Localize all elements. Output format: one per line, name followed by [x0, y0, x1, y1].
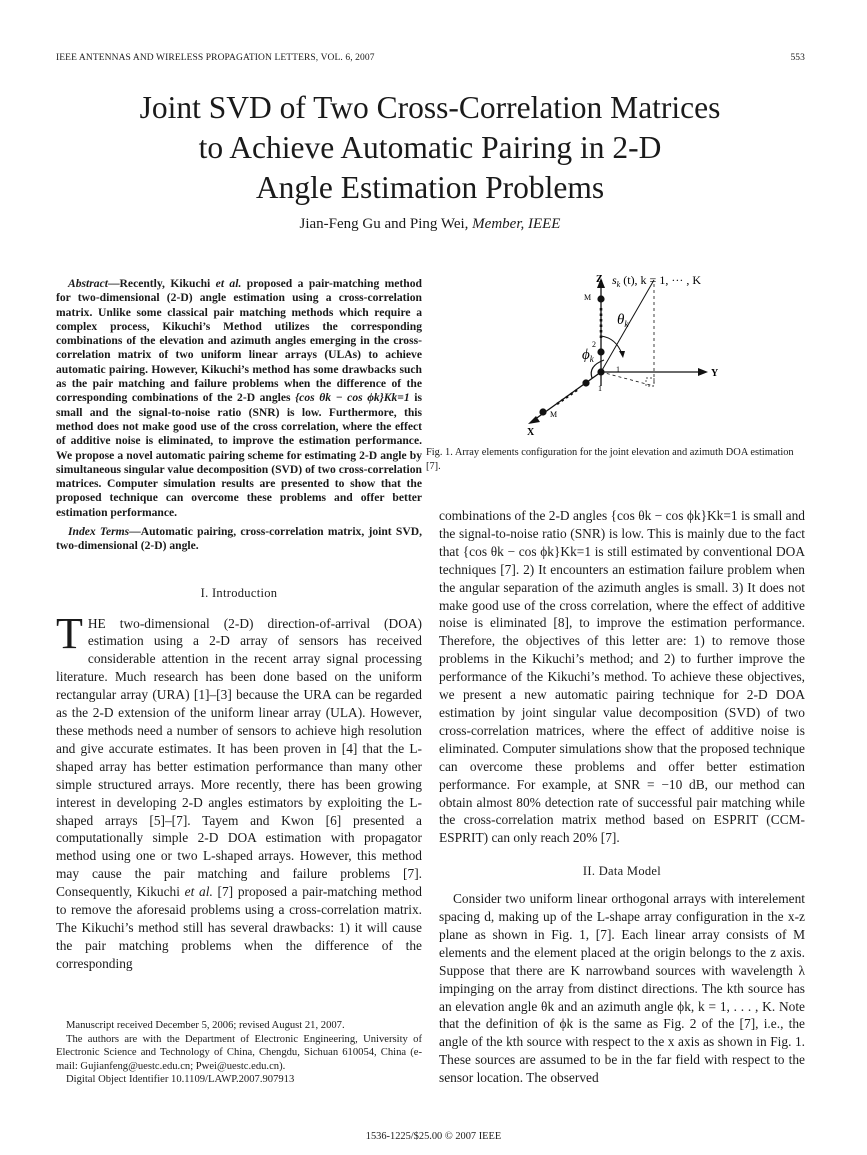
theta-label: $\theta_k$ [617, 312, 629, 329]
footnotes [56, 1019, 422, 1087]
arc-arrow-icon [619, 351, 625, 358]
y-label: Y [711, 368, 719, 379]
section-heading: I. Introduction [200, 585, 278, 600]
footnote: Digital Object Identifier 10.1109/LAWP.2007.907913 [66, 1074, 295, 1086]
abstract-math: {cos θk − cos ϕk}Kk=1 [295, 391, 410, 405]
index-terms: Index Terms—Automatic pairing, cross-correlation matrix, joint SVD, two-dimensional (2-D) angle. [56, 525, 422, 553]
index-terms-label: Index Terms [68, 525, 130, 539]
running-header: IEEE ANTENNAS AND WIRELESS PROPAGATION LETTERS, VOL. 6, 2007 [56, 53, 375, 63]
abstract-label: Abstract [68, 277, 108, 290]
paper-title [60, 88, 800, 208]
sensor-dot [597, 348, 604, 355]
sensor-dot [582, 379, 589, 386]
projection-line [601, 372, 654, 386]
section-heading: II. Data Model [582, 864, 662, 879]
sensor-dot [597, 295, 604, 302]
sensor-dot [539, 408, 546, 415]
author-membership: , Member, IEEE [464, 216, 561, 232]
index-label: 2 [592, 340, 596, 349]
index-label: 1 [616, 365, 620, 374]
y-arrow-icon [698, 368, 708, 376]
title-line: Angle Estimation Problems [255, 170, 605, 205]
left-column [56, 277, 422, 973]
paragraph: combinations of the 2-D angles {cos θk − cos ϕk}Kk=1 is small and the signal-to-noise ratio (SNR) is low. This is mainly due to the fact that {cos θk − cos ϕk}Kk=1 is still estimated by conventional DOA techniques [7]. 2) It encounters an estimation failure problem when the angular separation of the azimuth angles is small. 3) It does not make good use of the cross correlation, where the effect of additive noise is eliminated [8], to improve the estimation performance. Therefore, the objectives of this letter are: 1) to remove those problems in the Kikuchi’s method; and 2) to further improve the performance of the Kikuchi’s method. To achieve these objectives, we present a new automatic pairing technique for 2-D DOA estimation by joint singular value decomposition (SVD) of two cross-correlation matrices, where the effect of additive noise is eliminated. Computer simulations show that the proposed technique can overcome these problems and offer better estimation performance. For example, at SNR = −10 dB, our method can obtain almost 80% detection rate of successful pair matching while the cross-correlation matrix method based on ESPRIT (CCM-ESPRIT) can only reach 20% [7]. [439, 508, 805, 846]
index-label: 1 [598, 384, 602, 393]
title-line: Joint SVD of Two Cross-Correlation Matrices [139, 90, 721, 125]
footnote: Manuscript received December 5, 2006; revised August 21, 2007. [66, 1020, 345, 1031]
author-names: Jian-Feng Gu and Ping Wei [299, 216, 465, 232]
page-number: 553 [790, 53, 805, 63]
footnote: The authors are with the Department of Electronic Engineering, University of Electronic Science and Technology of China, Chengdu, Sichuan 610054, China (e-mail: Gujianfeng@uestc.edu.cn; Pwei@uestc.edu.cn). [56, 1033, 422, 1072]
drop-cap: T [56, 608, 83, 658]
x-label: X [527, 427, 535, 438]
z-label: Z [596, 274, 603, 285]
m-label: M [550, 410, 558, 419]
abstract: Abstract—Recently, Kikuchi et al. proposed a pair-matching method for two-dimensional (2-D) angle estimation using a cross-correlation matrix. Unlike some classical pair matching methods which require a complex process, Kikuchi’s Method utilizes the corresponding combinations of the elevation and azimuth angles emerging in the cross-correlation matrix of two uniform linear arrays (ULAs) to achieve automatic pairing. However, Kikuchi’s method has some drawbacks such as the pair matching and failure problems when the difference of the corresponding combinations of the 2-D angles {cos θk − cos ϕk}Kk=1 is small and the signal-to-noise ratio (SNR) is low. Furthermore, this method does not make good use of the cross correlation, where the effect of additive noise is eliminated, to improve the estimation performance. We propose a novel automatic pairing scheme for estimating 2-D angle by simultaneous singular value decomposition (SVD) of two cross-correlation matrices. Computer simulation results are presented to show that the proposed technique can overcome these problems and offer better estimation performance. [56, 277, 422, 519]
array-configuration-figure [500, 268, 760, 438]
phi-label: $\phi_k$ [582, 347, 594, 364]
intro-paragraph: THE two-dimensional (2-D) direction-of-arrival (DOA) estimation using a 2-D array of sensors has received considerable attention in the recent array signal processing literature. Much research has been done based on the uniform rectangular array (URA) [1]–[3] because the URA can be regarded as the 2-D extension of the uniform linear array (ULA). However, these methods need a number of sensors to achieve high resolution and give accurate estimates. It has been proven in [4] that the L-shaped array has better estimation performance than many other simple structured arrays. More recently, there has been growing interest in developing 2-D angles estimators by exploiting the L-shaped arrays [5]–[7]. Tayem and Kwon [6] presented a computationally simple 2-D DOA estimation with propagator method using one or two L-shaped arrays. However, this method may cause the pair matching and failure problems [7]. Consequently, Kikuchi et al. [7] proposed a pair-matching method to remove the aforesaid problems using a cross-correlation matrix. The Kikuchi’s method still has several drawbacks: 1) it will cause the pair matching problems when the difference of the corresponding [56, 608, 422, 971]
author-line [60, 216, 800, 233]
right-column [439, 507, 805, 1087]
title-line: to Achieve Automatic Pairing in 2-D [198, 130, 662, 165]
copyright-footer: 1536-1225/$25.00 © 2007 IEEE [365, 1131, 502, 1142]
source-label: $s_k$ (t), k = 1, ··· , K [612, 273, 701, 289]
paragraph: Consider two uniform linear orthogonal arrays with interelement spacing d, making up of the L-shape array configuration in the x-z plane as shown in Fig. 1, [7]. Each linear array consists of M elements and the element placed at the origin belongs to the z axis. Suppose that there are K narrowband sources with wavelength λ impinging on the array from distinct directions. The kth source has an elevation angle θk and an azimuth angle ϕk, k = 1, . . . , K. Note that the definition of ϕk is the same as Fig. 2 of the [7], i.e., the angle of the kth source with respect to the x axis as shown in Fig. 1. These sources are assumed to be in the far field with respect to the sensor location. The observed [439, 891, 805, 1086]
m-label: M [584, 293, 592, 302]
figure-caption: Fig. 1. Array elements configuration for the joint elevation and azimuth DOA estimation [7]. [426, 447, 794, 472]
